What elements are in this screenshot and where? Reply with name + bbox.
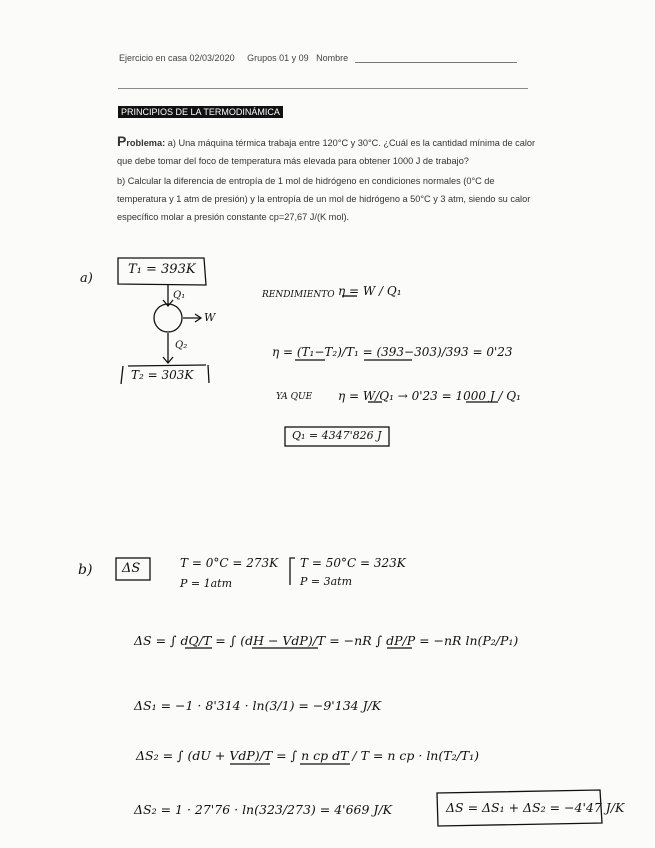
q1-label: Q₁ [173,290,186,301]
state1-temperature: T = 0°C = 273K [180,556,279,570]
problem-part-b-text: b) Calcular la diferencia de entropía de 1 mol de hidrógeno en condiciones normales (0°C de temperatura y 1 atm de presión) y la entropía de un mol de hidrógeno a 50°C y 3 atm, siendo su calor específico molar a presión constante cp=27,67 J/(K mol). [117,176,531,222]
groups-label: Grupos 01 y 09 [247,53,309,63]
cold-reservoir-top-line [128,365,206,366]
exercise-title: Ejercicio en casa 02/03/2020 [119,53,235,63]
entropy-ds2-result: ΔS₂ = 1 · 27'76 · ln(323/273) = 4'669 J/K [134,802,392,817]
t2-label: T₂ = 303K [131,368,194,382]
ya-que-label: YA QUE [276,392,313,402]
entropy-ds1-result: ΔS₁ = −1 · 8'314 · ln(3/1) = −9'134 J/K [134,698,382,713]
ds-box-label: ΔS [122,561,141,576]
part-a-marker: a) [80,271,93,286]
entropy-ds2-integral: ΔS₂ = ∫ (dU + VdP)/T = ∫ n cp dT / T = n cp · ln(T₂/T₁) [136,748,480,763]
state2-pressure: P = 3atm [300,575,353,588]
part-b-marker: b) [78,562,93,578]
cold-reservoir-left-bracket [121,366,123,384]
eta-definition: η = W / Q₁ [338,284,402,298]
result-a: Q₁ = 4347'826 J [292,429,382,442]
problem-lead-letter: P [117,133,127,149]
final-answer: ΔS = ΔS₁ + ΔS₂ = −4'47 J/K [446,800,625,815]
state1-pressure: P = 1atm [180,577,233,590]
problem-label: roblema: [126,138,166,148]
name-label: Nombre [316,53,349,63]
problem-part-a-text: a) Una máquina térmica trabaja entre 120°C y 30°C. ¿Cuál es la cantidad mínima de calor que debe tomar del foco de temperatura más elevada para obtener 1000 J de trabajo? [117,138,536,166]
t1-label: T₁ = 393K [128,262,196,277]
eta-equation: η = W/Q₁ → 0'23 = 1000 J / Q₁ [338,389,521,403]
section-title: PRINCIPIOS DE LA TERMODINÁMICA [118,106,283,118]
engine-circle [154,304,182,332]
state2-temperature: T = 50°C = 323K [300,556,406,570]
q2-label: Q₂ [175,340,188,351]
w-label: W [204,311,216,324]
state2-bracket [290,558,295,585]
entropy-integral-equation: ΔS = ∫ dQ/T = ∫ (dH − VdP)/T = −nR ∫ dP/P = −nR ln(P₂/P₁) [134,633,519,648]
rendimiento-label: RENDIMIENTO [262,290,335,300]
eta-calculation: η = (T₁−T₂)/T₁ = (393−303)/393 = 0'23 [272,345,513,359]
cold-reservoir-right-bracket [208,365,209,383]
